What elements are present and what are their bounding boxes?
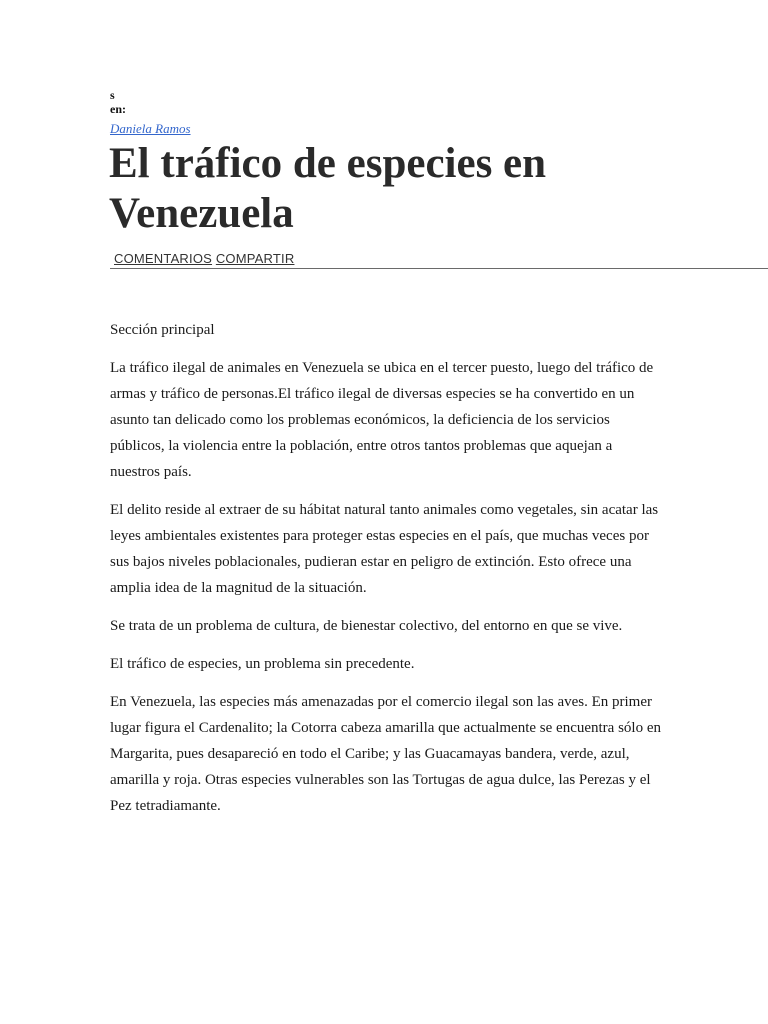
body-paragraph-4: El tráfico de especies, un problema sin precedente. [110, 656, 415, 672]
body-paragraph-3: Se trata de un problema de cultura, de bienestar colectivo, del entorno en que se vive. [110, 618, 623, 634]
author-link[interactable]: Daniela Ramos [110, 121, 191, 136]
byline-meta [110, 88, 126, 116]
body-paragraph-5: En Venezuela, las especies más amenazadas por el comercio ilegal son las aves. En primer lugar figura el Cardenalito; la Cotorra cabeza amarilla que actualmente se encuentra sólo en Margarita, pues desapareció en todo el Caribe; y las Guacamayas bandera, verde, azul, amarilla y roja. Otras especies vulnerables son las Tortugas de agua dulce, las Perezas y el Pez tetradiamante. [110, 694, 661, 814]
body-paragraph-2: El delito reside al extraer de su hábitat natural tanto animales como vegetales, sin acatar las leyes ambientales existentes para proteger estas especies en el país, que muchas veces por sus bajos niveles poblacionales, pudieran estar en peligro de extinción. Esto ofrece una amplia idea de la magnitud de la situación. [110, 502, 659, 596]
comments-link[interactable]: COMENTARIOS [114, 251, 213, 266]
meta-line-2: en: [110, 102, 126, 116]
article-title: El tráfico de especies en Venezuela [109, 140, 547, 237]
article-body [110, 317, 662, 831]
body-paragraph-1: La tráfico ilegal de animales en Venezuela se ubica en el tercer puesto, luego del tráfico de armas y tráfico de personas.El tráfico ilegal de diversas especies se ha convertido en un asunto tan delicado como los problemas económicos, la deficiencia de los servicios públicos, la violencia entre la población, entre otros tantos problemas que aquejan a nuestros país. [110, 360, 654, 480]
meta-line-1: s [110, 88, 115, 102]
section-label: Sección principal [110, 322, 215, 338]
article-actions-bar [110, 250, 768, 269]
author-line [110, 121, 191, 137]
share-link[interactable]: COMPARTIR [215, 251, 295, 266]
